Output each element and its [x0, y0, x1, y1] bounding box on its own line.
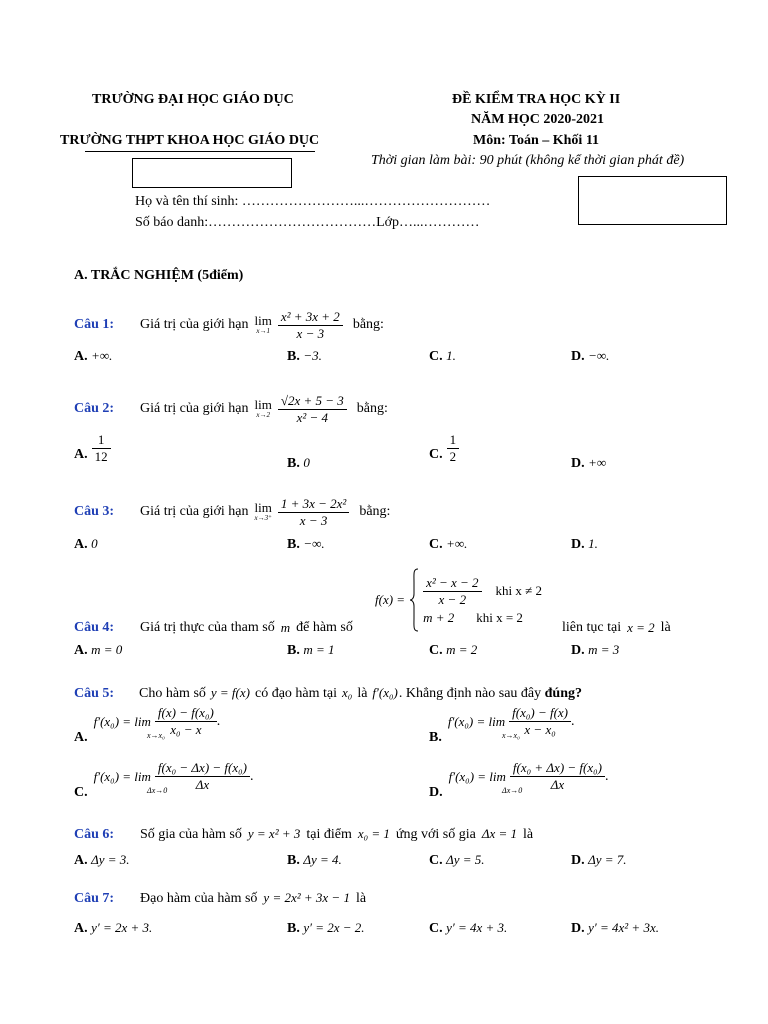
option-b[interactable]: B. −∞.: [287, 536, 325, 552]
option-b[interactable]: B. m = 1: [287, 642, 335, 658]
option-d[interactable]: D. −∞.: [571, 348, 610, 364]
question-text: Giá trị của giới hạn: [140, 401, 249, 416]
question-label: Câu 4:: [74, 620, 115, 635]
option-a[interactable]: A. y′ = 2x + 3.: [74, 920, 153, 936]
question-6: Câu 6: Số gia của hàm số y = x² + 3 tại điểm x₀ = 1 ứng với số gia Δx = 1 là: [74, 826, 534, 842]
left-brace-icon: [409, 568, 419, 632]
option-d[interactable]: D. 1.: [571, 536, 598, 552]
question-label: Câu 3:: [74, 504, 115, 519]
question-7: Câu 7: Đạo hàm của hàm số y = 2x² + 3x − 1 là: [74, 890, 367, 906]
question-1: [74, 300, 384, 350]
option-c[interactable]: C. +∞.: [429, 536, 468, 552]
score-box: [578, 176, 727, 225]
option-c[interactable]: C. y′ = 4x + 3.: [429, 920, 508, 936]
option-c[interactable]: C. Δy = 5.: [429, 852, 485, 868]
duration: Thời gian làm bài: 90 phút (không kể thời gian phát đề): [371, 153, 685, 168]
option-d[interactable]: D. +∞: [571, 455, 607, 471]
exam-title: ĐỀ KIỂM TRA HỌC KỲ II: [452, 92, 621, 107]
option-d[interactable]: D. y′ = 4x² + 3x.: [571, 920, 659, 936]
option-a[interactable]: A. f′(x₀) = lim $\frac{\text{f(x) − f(x₀)}}{\text{x₀ − x}}$ .: [74, 705, 221, 745]
option-a[interactable]: A. 0: [74, 536, 98, 552]
limit-symbol: lim x→3⁺: [254, 500, 272, 522]
question-5: Câu 5: Cho hàm số y = f(x) có đạo hàm tại x₀ là f′(x₀) . Khẳng định nào sau đây đúng?: [74, 685, 582, 701]
limit-symbol: lim x→1: [254, 313, 272, 335]
question-label: Câu 7:: [74, 891, 115, 906]
school-subname: TRƯỜNG THPT KHOA HỌC GIÁO DỤC: [60, 133, 320, 148]
option-b[interactable]: B. Δy = 4.: [287, 852, 342, 868]
student-id-field[interactable]: Số báo danh:………………………………Lớp…...…………: [135, 215, 480, 230]
limit-subscript: Δx→0: [147, 786, 168, 795]
limit-subscript: Δx→0: [502, 786, 523, 795]
school-name: TRƯỜNG ĐẠI HỌC GIÁO DỤC: [92, 92, 294, 107]
exam-code-box: [132, 158, 292, 188]
question-text: Giá trị của giới hạn: [140, 504, 249, 519]
question-label: Câu 1:: [74, 317, 115, 332]
question-suffix: bằng:: [356, 401, 388, 416]
question-label: Câu 2:: [74, 401, 115, 416]
option-b[interactable]: B. f′(x₀) = lim $\frac{\text{f(x₀) − f(x)}}{\text{x − x₀}}$ .: [429, 705, 575, 745]
question-label: Câu 6:: [74, 827, 115, 842]
school-underline: [85, 151, 315, 152]
option-b[interactable]: B. −3.: [287, 348, 322, 364]
section-title: A. TRẮC NGHIỆM (5điểm): [74, 268, 244, 283]
question-label: Câu 5:: [74, 686, 115, 701]
option-c[interactable]: C. f′(x₀) = lim $\frac{\text{f(x₀ − Δx) − f(x₀)}}{\Delta x}$ .: [74, 760, 254, 800]
limit-fraction: $\frac{√2x + 5 - 3}{\text{x² − 4}}$: [278, 393, 347, 426]
question-text: Giá trị thực của tham số: [140, 620, 275, 635]
option-c[interactable]: C. m = 2: [429, 642, 478, 658]
limit-subscript: x→x₀: [502, 731, 520, 740]
option-c[interactable]: C. $\frac{1}{2}$: [429, 432, 459, 465]
option-b[interactable]: B. y′ = 2x − 2.: [287, 920, 365, 936]
question-suffix: bằng:: [352, 317, 384, 332]
param: m: [280, 620, 291, 635]
subject: Môn: Toán – Khối 11: [473, 133, 600, 148]
option-d[interactable]: D. Δy = 7.: [571, 852, 627, 868]
option-a[interactable]: A. $\frac{1}{12}$: [74, 432, 111, 465]
limit-fraction: $\frac{\text{1 + 3x − 2x²}}{x - 3}$: [278, 496, 349, 529]
option-a[interactable]: A. m = 0: [74, 642, 123, 658]
school-year: NĂM HỌC 2020-2021: [471, 112, 604, 127]
limit-fraction: $\frac{\text{x² + 3x + 2}}{x - 3}$: [278, 309, 343, 342]
option-a[interactable]: A. Δy = 3.: [74, 852, 130, 868]
option-b[interactable]: B. 0: [287, 455, 310, 471]
question-text: Giá trị của giới hạn: [140, 317, 249, 332]
option-c[interactable]: C. 1.: [429, 348, 456, 364]
piecewise-function: f(x) = $\frac{\text{x² − x − 2}}{x - 2}$ khi x ≠ 2 m + 2 khi x = 2: [375, 568, 542, 632]
option-a[interactable]: A. +∞.: [74, 348, 113, 364]
limit-symbol: lim x→2: [254, 397, 272, 419]
question-text-2: để hàm số: [296, 620, 353, 635]
question-3: [74, 487, 390, 537]
option-d[interactable]: D. m = 3: [571, 642, 620, 658]
question-2: [74, 384, 388, 434]
question-suffix: bằng:: [359, 504, 391, 519]
question-4: [74, 620, 353, 636]
question-4-suffix: liên tục tại x = 2 là: [562, 620, 671, 635]
option-d[interactable]: D. f′(x₀) = lim $\frac{\text{f(x₀ + Δx) − f(x₀)}}{\Delta x}$ .: [429, 760, 609, 800]
limit-subscript: x→x₀: [147, 731, 165, 740]
student-name-field[interactable]: Họ và tên thí sinh: ……………………...………………………: [135, 194, 491, 209]
